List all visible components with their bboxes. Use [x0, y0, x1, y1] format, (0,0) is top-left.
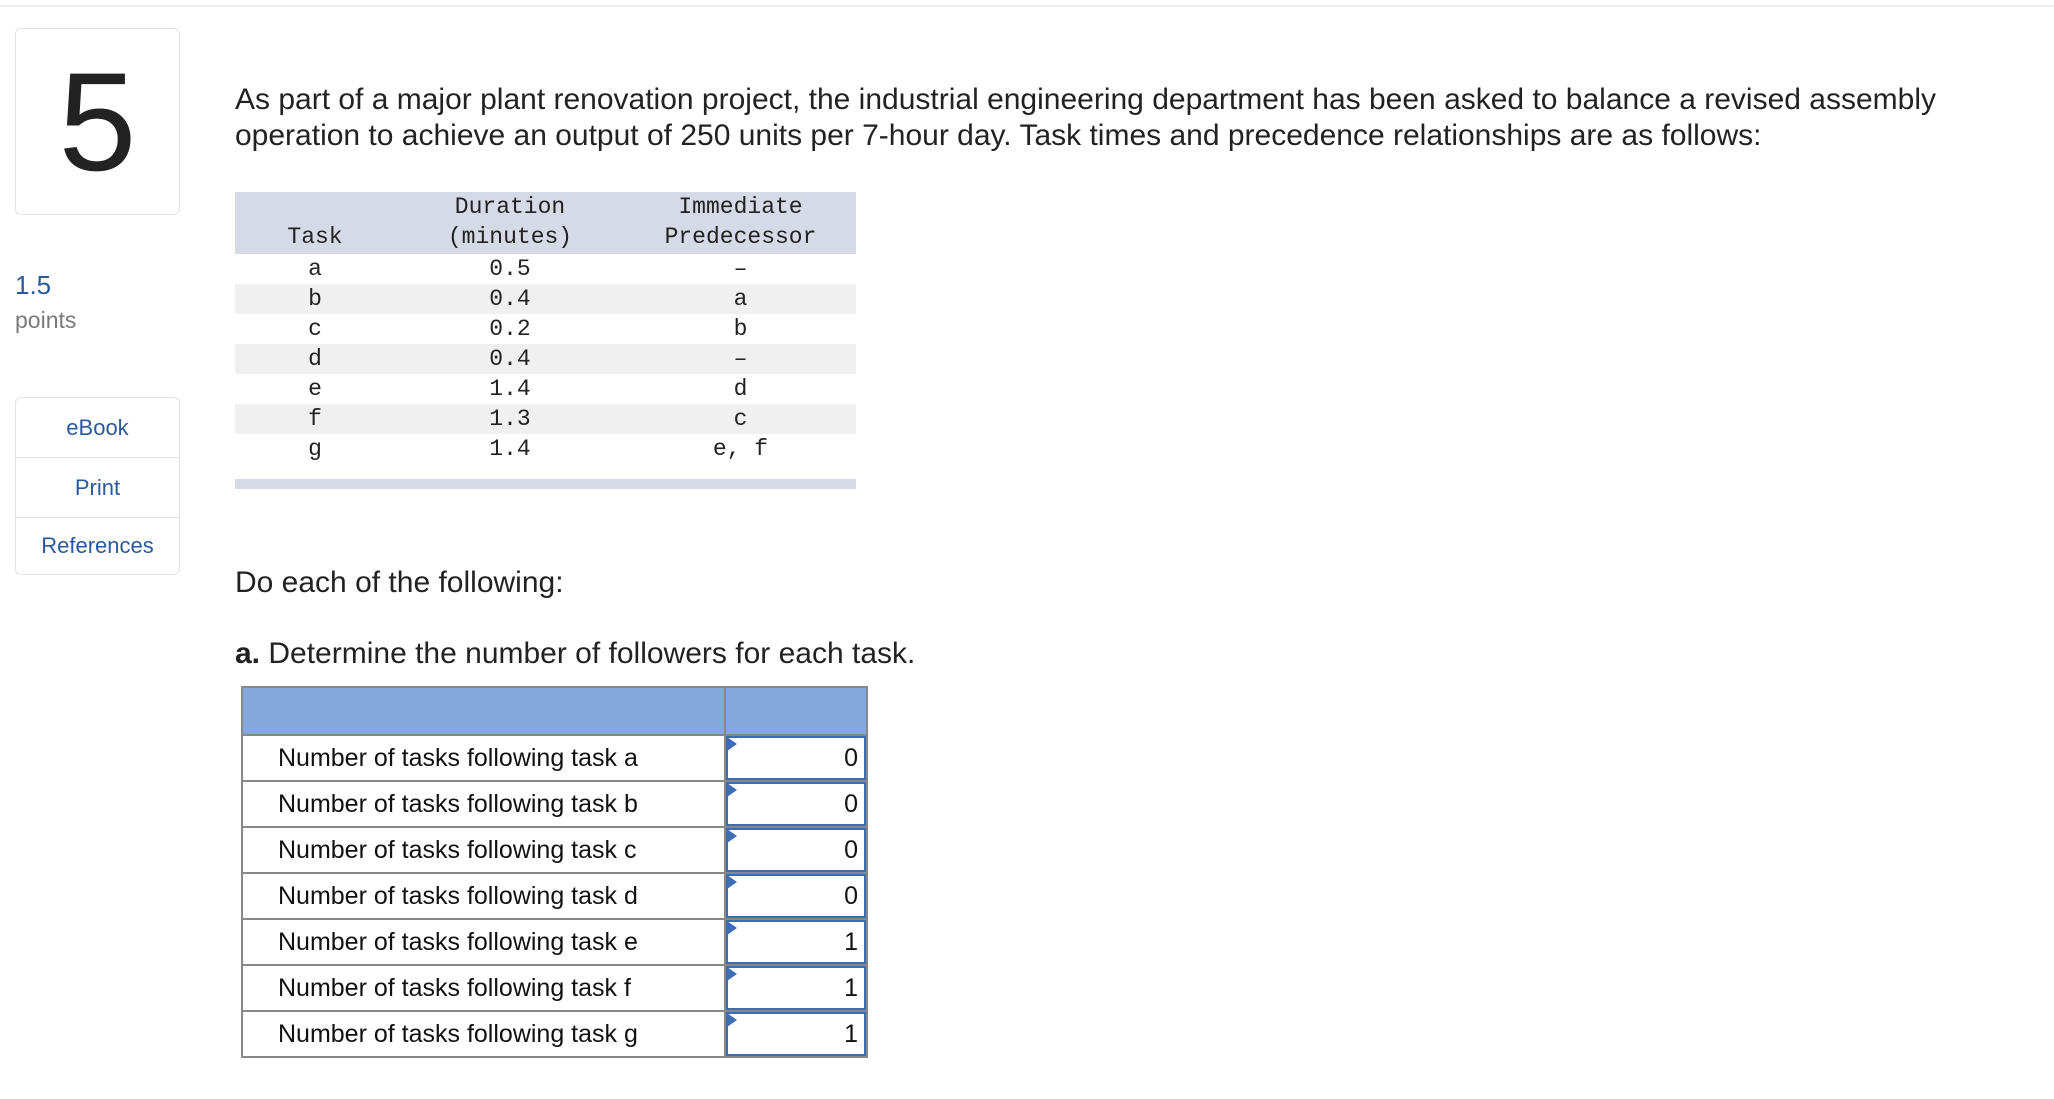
points-label: points: [15, 307, 77, 333]
flag-icon: [727, 1013, 737, 1027]
answer-row: [242, 735, 867, 781]
predecessor-cell: e, f: [625, 434, 856, 464]
answer-header-value: [725, 687, 867, 735]
followers-input-f[interactable]: [726, 966, 866, 1010]
header-predecessor: Immediate Predecessor: [625, 192, 856, 254]
duration-cell: 1.4: [395, 434, 625, 464]
task-row: [235, 314, 856, 344]
task-row: [235, 344, 856, 374]
duration-cell: 0.2: [395, 314, 625, 344]
task-row: [235, 434, 856, 464]
followers-input-e[interactable]: [726, 920, 866, 964]
header-task: Task: [235, 192, 395, 254]
side-links-panel: [15, 397, 180, 575]
duration-cell: 0.5: [395, 254, 625, 284]
answer-label: Number of tasks following task g: [242, 1011, 725, 1057]
followers-input-b[interactable]: [726, 782, 866, 826]
flag-icon: [727, 875, 737, 889]
task-cell: a: [235, 254, 395, 284]
task-row: [235, 374, 856, 404]
instructions-heading: Do each of the following:: [235, 566, 564, 599]
predecessor-cell: a: [625, 284, 856, 314]
flag-icon: [727, 967, 737, 981]
task-row: [235, 284, 856, 314]
answer-label: Number of tasks following task a: [242, 735, 725, 781]
flag-icon: [727, 829, 737, 843]
task-cell: e: [235, 374, 395, 404]
predecessor-cell: d: [625, 374, 856, 404]
question-text: As part of a major plant renovation project, the industrial engineering department has been asked to balance a revised assembly operation to achieve an output of 250 units per 7-hour day. Task times and precedence relationships are as follows:: [235, 83, 1937, 152]
predecessor-cell: c: [625, 404, 856, 434]
answer-row: [242, 965, 867, 1011]
part-a-label: a.: [235, 637, 261, 670]
question-number: 5: [58, 42, 137, 200]
top-divider: [0, 5, 2054, 7]
duration-cell: 0.4: [395, 344, 625, 374]
followers-input-c[interactable]: [726, 828, 866, 872]
task-cell: f: [235, 404, 395, 434]
answer-label: Number of tasks following task b: [242, 781, 725, 827]
answer-label: Number of tasks following task d: [242, 873, 725, 919]
flag-icon: [727, 783, 737, 797]
print-link[interactable]: Print: [16, 458, 179, 518]
answer-row: [242, 827, 867, 873]
answer-header-label: [242, 687, 725, 735]
task-table-footer: [235, 479, 856, 489]
predecessor-cell: –: [625, 344, 856, 374]
flag-icon: [727, 737, 737, 751]
part-a-prompt: [235, 637, 915, 671]
task-cell: c: [235, 314, 395, 344]
answer-row: [242, 781, 867, 827]
duration-cell: 1.4: [395, 374, 625, 404]
task-table: [235, 192, 856, 489]
answer-label: Number of tasks following task f: [242, 965, 725, 1011]
predecessor-cell: b: [625, 314, 856, 344]
answer-row: [242, 1011, 867, 1057]
task-row: [235, 254, 856, 284]
task-cell: b: [235, 284, 395, 314]
followers-input-g[interactable]: [726, 1012, 866, 1056]
answer-row: [242, 919, 867, 965]
task-row: [235, 404, 856, 434]
task-cell: d: [235, 344, 395, 374]
duration-cell: 1.3: [395, 404, 625, 434]
predecessor-cell: –: [625, 254, 856, 284]
points-value: 1.5: [15, 270, 52, 300]
duration-cell: 0.4: [395, 284, 625, 314]
header-duration: Duration (minutes): [395, 192, 625, 254]
answer-row: [242, 873, 867, 919]
references-link[interactable]: References: [41, 533, 154, 558]
question-number-box: [15, 28, 180, 215]
answer-label: Number of tasks following task e: [242, 919, 725, 965]
flag-icon: [727, 921, 737, 935]
task-cell: g: [235, 434, 395, 464]
answer-label: Number of tasks following task c: [242, 827, 725, 873]
part-a-text: Determine the number of followers for each task.: [268, 637, 916, 670]
ebook-link[interactable]: eBook: [16, 398, 179, 458]
answer-table: [241, 686, 868, 1058]
followers-input-d[interactable]: [726, 874, 866, 918]
followers-input-a[interactable]: [726, 736, 866, 780]
